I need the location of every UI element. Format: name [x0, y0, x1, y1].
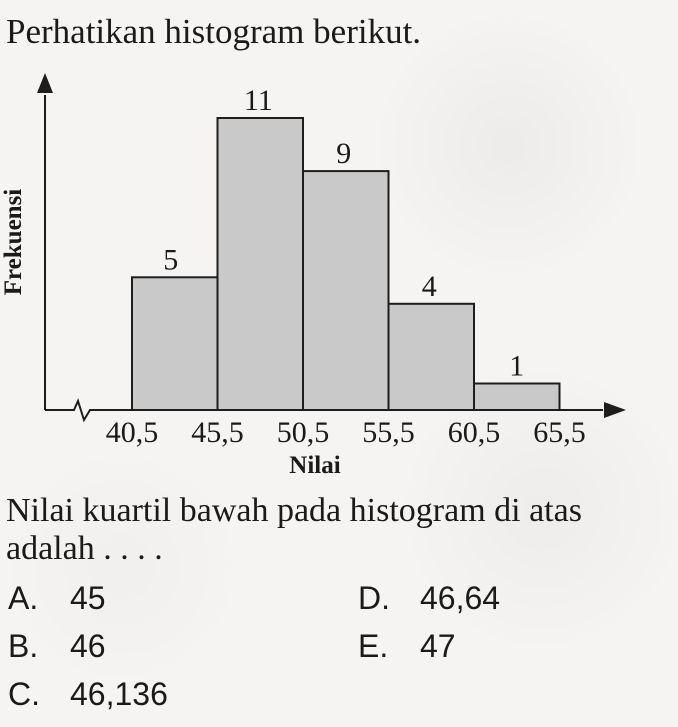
y-axis-label: Frekuensi [0, 188, 27, 296]
option-b-value: 46 [70, 628, 106, 664]
option-d-letter: D. [358, 580, 390, 616]
option-d[interactable] [358, 580, 500, 617]
histogram-bar [303, 171, 389, 410]
x-tick-label: 55,5 [362, 416, 415, 449]
x-axis-arrowhead [604, 402, 626, 418]
x-tick-label: 60,5 [447, 416, 501, 449]
bar-value-label: 4 [421, 269, 437, 303]
intro-text: Perhatikan histogram berikut. [6, 12, 422, 51]
option-b-letter: B. [8, 628, 39, 664]
bar-value-label: 9 [336, 137, 352, 171]
x-tick-label: 45,5 [191, 416, 244, 449]
option-d-value: 46,64 [420, 580, 501, 616]
option-c-letter: C. [8, 676, 40, 712]
option-e-letter: E. [358, 628, 389, 664]
histogram-bar [389, 304, 475, 410]
answer-options [8, 580, 628, 720]
bar-value-label: 1 [509, 349, 525, 383]
x-tick-label: 50,5 [276, 416, 330, 449]
bar-value-label: 5 [163, 243, 179, 277]
option-a-value: 45 [70, 580, 106, 616]
option-a-letter: A. [8, 580, 39, 616]
histogram-chart [0, 55, 678, 485]
histogram-bar [218, 118, 304, 410]
question-text: Nilai kuartil bawah pada histogram di atas adalah . . . . [6, 492, 582, 568]
option-e-value: 47 [420, 628, 456, 664]
histogram-bar [132, 277, 218, 410]
histogram-bar [474, 384, 560, 411]
option-e[interactable] [358, 628, 456, 665]
bar-value-label: 11 [243, 84, 273, 117]
option-b[interactable] [8, 628, 106, 665]
x-ticks-group [106, 416, 586, 449]
x-tick-label: 65,5 [533, 416, 586, 449]
option-c-value: 46,136 [70, 676, 168, 712]
y-axis-arrowhead [37, 73, 53, 93]
x-tick-label: 40,5 [105, 416, 159, 449]
option-a[interactable] [8, 580, 106, 617]
option-c[interactable] [8, 676, 168, 713]
x-axis-label: Nilai [289, 452, 341, 479]
